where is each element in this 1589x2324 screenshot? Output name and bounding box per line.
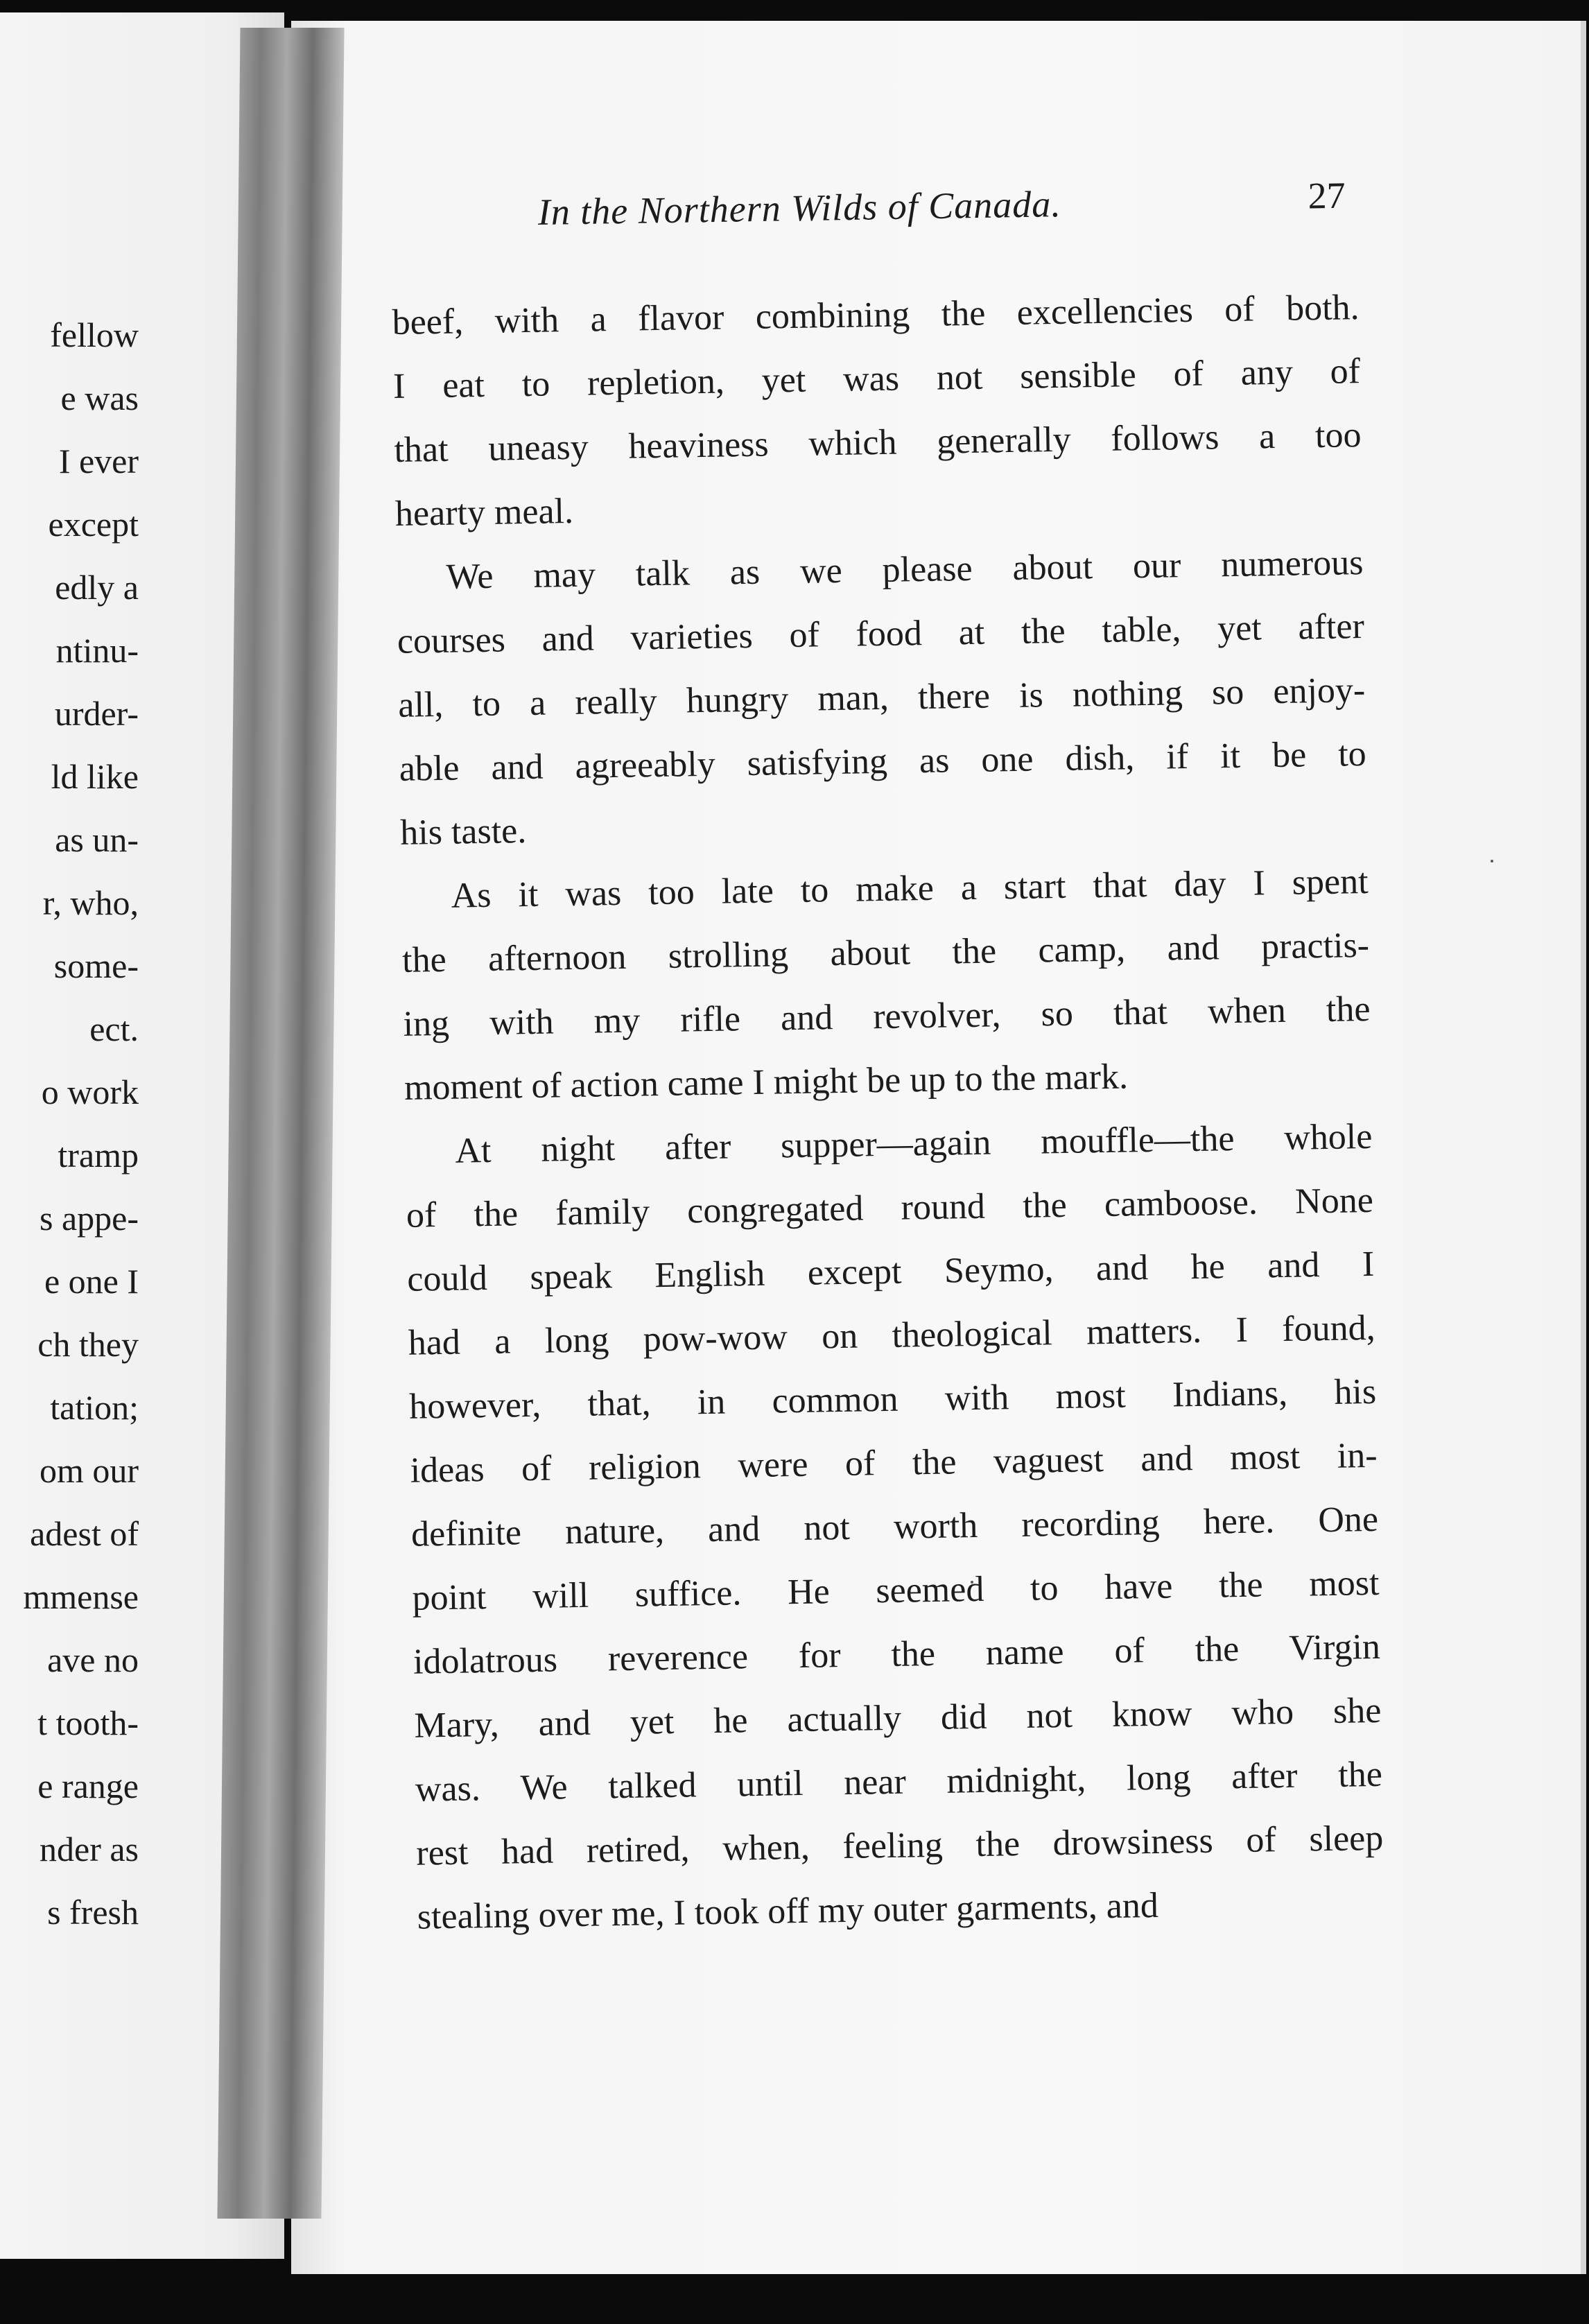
left-page-line: as un- [55, 820, 139, 859]
left-page-line: r, who, [42, 883, 139, 922]
left-page-line: some- [53, 946, 139, 985]
page-number: 27 [1308, 174, 1346, 217]
left-page-line: adest of [30, 1514, 139, 1553]
text-line: all, to a really hungry man, there is nothing so enjoy- [397, 670, 1366, 725]
text-line: As it was too late to make a start that day I spent [451, 861, 1369, 916]
text-line: hearty meal. [394, 491, 574, 534]
text-line: could speak English except Seymo, and he and I [406, 1244, 1375, 1299]
left-page-line: I ever [58, 442, 139, 480]
running-header-title: In the Northern Wilds of Canada. [537, 183, 1062, 233]
text-line: ing with my rifle and revolver, so that when the [403, 989, 1371, 1044]
left-page-line: urder- [54, 694, 139, 733]
text-line: had a long pow-wow on theological matters. I found, [408, 1308, 1376, 1363]
paragraph [392, 276, 1363, 546]
text-line: We may talk as we please about our numerous [446, 543, 1364, 597]
text-line: able and agreeably satisfying as one dish, if it be to [399, 734, 1367, 789]
left-page-line: tation; [50, 1388, 139, 1427]
text-line: Mary, and yet he actually did not know who she [414, 1690, 1382, 1746]
paragraph [396, 531, 1368, 865]
left-page-line: e one I [44, 1262, 139, 1301]
text-line: ideas of religion were of the vaguest and most in- [410, 1435, 1378, 1491]
text-line: idolatrous reverence for the name of the Virgin [413, 1627, 1381, 1682]
text-line: courses and varieties of food at the table, yet after [397, 607, 1365, 661]
left-page-line: e range [37, 1767, 139, 1805]
left-page-line: ld like [51, 757, 139, 796]
text-line: that uneasy heaviness which generally follows a too [394, 415, 1362, 470]
left-page-line: mmense [23, 1577, 139, 1616]
left-page-line: ect. [89, 1009, 139, 1048]
text-line: of the family congregated round the camboose. None [406, 1180, 1374, 1235]
paper-speck [1491, 860, 1493, 862]
text-line: his taste. [399, 811, 527, 853]
left-page-line: ntinu- [55, 631, 139, 670]
left-page-line: e was [60, 379, 139, 417]
text-line: point will suffice. He seemed to have the most [412, 1563, 1380, 1618]
left-page-line: s fresh [47, 1893, 139, 1932]
text-line: however, that, in common with most Indians, his [408, 1371, 1377, 1427]
paragraph [401, 850, 1372, 1120]
text-line: At night after supper—again mouffle—the whole [455, 1116, 1373, 1171]
body-text [392, 276, 1384, 1950]
left-page-line: except [48, 505, 139, 544]
text-line: definite nature, and not worth recording here. One [410, 1499, 1379, 1554]
text-line: I eat to repletion, yet was not sensible of any of [392, 352, 1361, 406]
left-page-line: fellow [50, 315, 139, 354]
text-line: rest had retired, when, feeling the drowsiness of sleep [415, 1818, 1384, 1873]
left-page-line: om our [39, 1451, 139, 1490]
left-page-line: nder as [40, 1830, 139, 1868]
text-line: beef, with a flavor combining the excellencies of both. [392, 288, 1360, 342]
running-header [537, 164, 1346, 239]
left-page-line: ch they [37, 1325, 139, 1364]
paragraph [405, 1105, 1385, 1950]
left-page-line: ave no [47, 1640, 139, 1679]
left-page-line: t tooth- [37, 1703, 139, 1742]
text-line: the afternoon strolling about the camp, and practis- [401, 925, 1370, 980]
left-page-line: tramp [58, 1136, 139, 1174]
left-page-line: s appe- [40, 1199, 139, 1238]
text-line: moment of action came I might be up to the mark. [403, 1057, 1129, 1108]
left-page-line: edly a [55, 568, 139, 607]
text-line: was. We talked until near midnight, long after the [415, 1754, 1383, 1810]
text-line: stealing over me, I took off my outer garments, and [417, 1885, 1159, 1937]
left-page-line: o work [41, 1073, 139, 1111]
